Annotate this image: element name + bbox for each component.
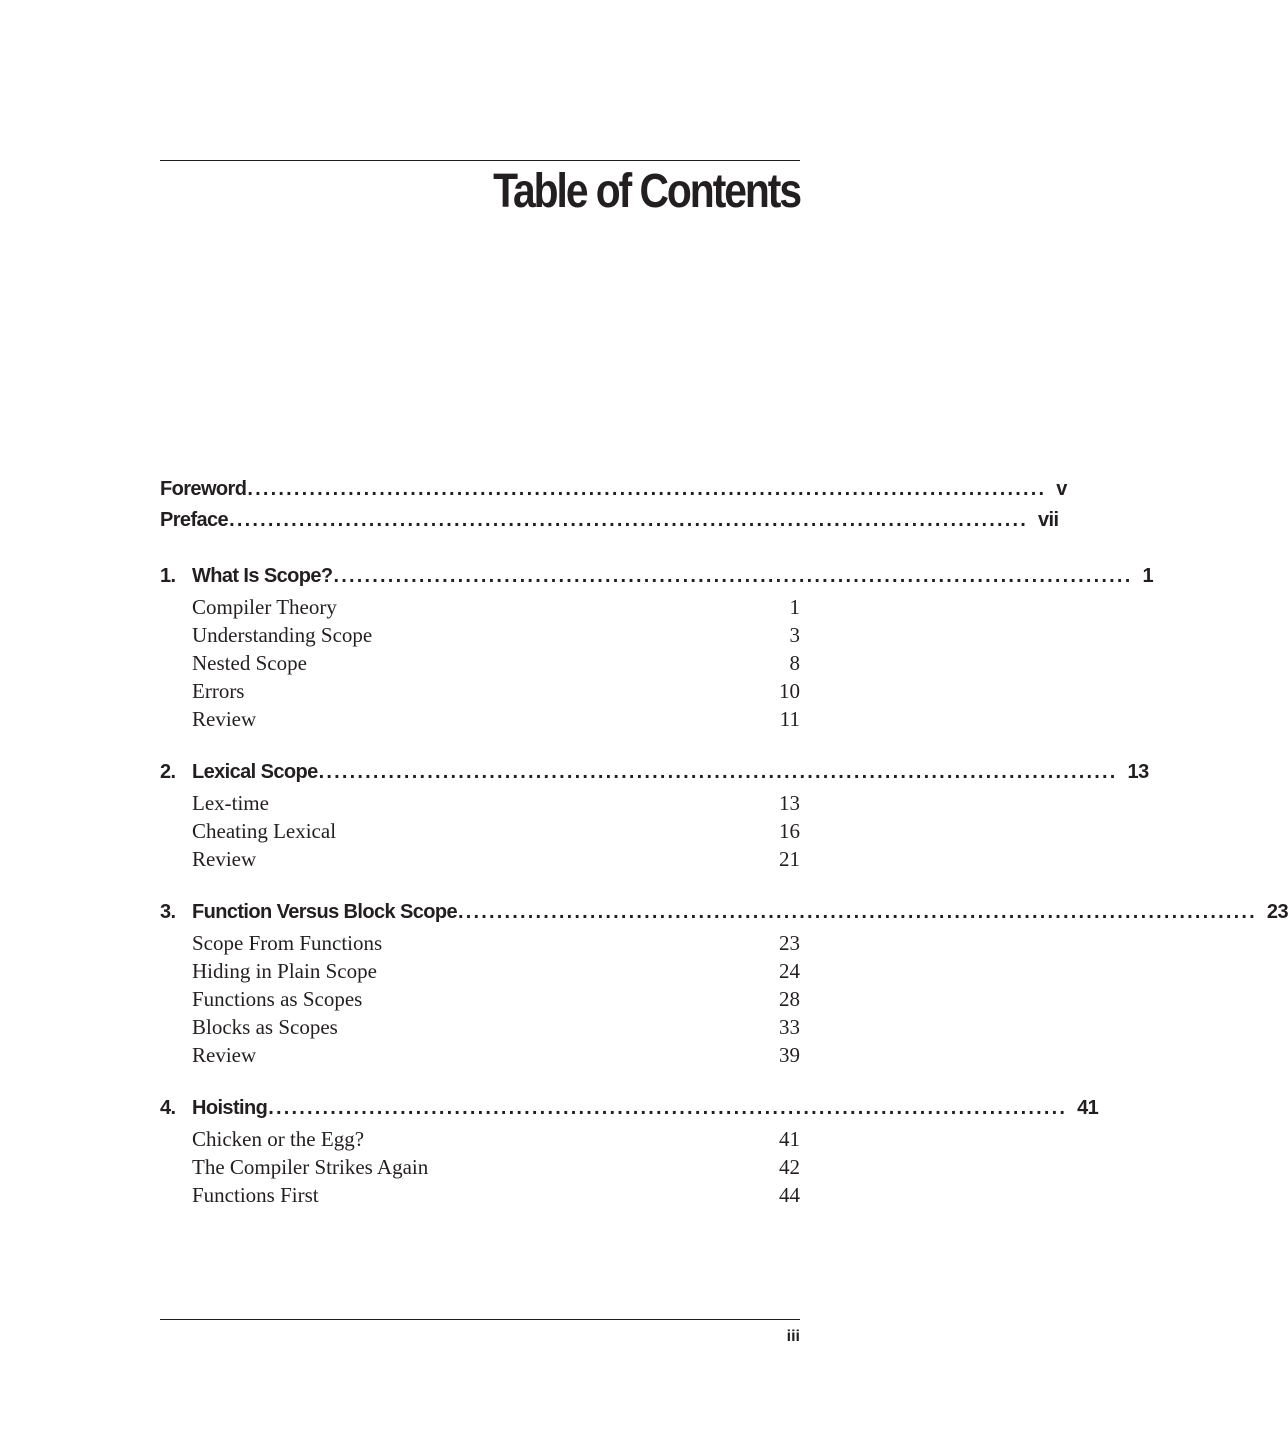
page-title: Table of Contents [493, 165, 800, 218]
dot-leader: ....................................................................................................... [229, 509, 1029, 531]
chapter-page-number: 13 [1127, 761, 1149, 783]
section-page-number: 42 [779, 1155, 800, 1179]
table-of-contents [160, 478, 1288, 1211]
section-page-number: 10 [779, 679, 800, 703]
toc-section[interactable] [160, 679, 800, 707]
section-page-number: 44 [779, 1183, 800, 1207]
footer-rule [160, 1319, 800, 1320]
chapter-page-number: 23 [1266, 901, 1288, 923]
section-title: Understanding Scope [192, 623, 373, 647]
section-page-number: 16 [779, 819, 800, 843]
section-title: Functions as Scopes [192, 987, 363, 1011]
entry-page-number: v [1056, 478, 1067, 500]
section-page-number: 33 [779, 1015, 800, 1039]
section-title: Lex-time [192, 791, 269, 815]
chapter-number: 3. [160, 901, 176, 923]
page-folio: iii [786, 1328, 800, 1345]
section-page-number: 41 [779, 1127, 800, 1151]
section-title: Scope From Functions [192, 931, 383, 955]
toc-chapter-4[interactable] [160, 1097, 1099, 1127]
toc-section[interactable] [160, 1155, 800, 1183]
toc-entry-foreword[interactable] [160, 478, 1067, 509]
toc-section[interactable] [160, 1043, 800, 1071]
section-title: Nested Scope [192, 651, 307, 675]
section-page-number: 23 [779, 931, 800, 955]
section-title: Review [192, 1043, 257, 1067]
chapter-page-number: 41 [1077, 1097, 1099, 1119]
section-page-number: 11 [779, 707, 800, 731]
entry-label: Preface [160, 509, 229, 531]
spacer [160, 540, 800, 565]
dot-leader: ....................................................................................................... [247, 478, 1047, 500]
chapter-number: 4. [160, 1097, 176, 1119]
section-page-number: 13 [779, 791, 800, 815]
toc-section[interactable] [160, 1183, 800, 1211]
title-rule [160, 160, 800, 161]
spacer [160, 735, 800, 761]
section-page-number: 8 [789, 651, 800, 675]
toc-section[interactable] [160, 931, 800, 959]
entry-page-number: vii [1038, 509, 1059, 531]
toc-chapter-2[interactable] [160, 761, 1149, 791]
chapter-title: Function Versus Block Scope [192, 901, 457, 923]
section-page-number: 1 [789, 595, 800, 619]
toc-section[interactable] [160, 819, 800, 847]
section-title: Errors [192, 679, 245, 703]
toc-section[interactable] [160, 847, 800, 875]
section-title: Chicken or the Egg? [192, 1127, 365, 1151]
toc-section[interactable] [160, 707, 800, 735]
section-title: Hiding in Plain Scope [192, 959, 377, 983]
section-title: Compiler Theory [192, 595, 337, 619]
section-title: Review [192, 707, 257, 731]
section-title: Review [192, 847, 257, 871]
chapter-number: 1. [160, 565, 176, 587]
section-page-number: 3 [789, 623, 800, 647]
toc-section[interactable] [160, 791, 800, 819]
toc-section[interactable] [160, 623, 800, 651]
section-title: The Compiler Strikes Again [192, 1155, 429, 1179]
chapter-title: Hoisting [192, 1097, 268, 1119]
toc-section[interactable] [160, 651, 800, 679]
chapter-title: What Is Scope? [192, 565, 333, 587]
section-title: Functions First [192, 1183, 319, 1207]
toc-chapter-3[interactable] [160, 901, 1288, 931]
toc-chapter-1[interactable] [160, 565, 1153, 595]
toc-entry-preface[interactable] [160, 509, 1059, 540]
spacer [160, 1071, 800, 1097]
dot-leader: ....................................................................................................... [457, 901, 1257, 923]
toc-section[interactable] [160, 1127, 800, 1155]
toc-section[interactable] [160, 1015, 800, 1043]
section-page-number: 39 [779, 1043, 800, 1067]
section-page-number: 24 [779, 959, 800, 983]
toc-section[interactable] [160, 987, 800, 1015]
spacer [160, 875, 800, 901]
dot-leader: ....................................................................................................... [333, 565, 1133, 587]
entry-label: Foreword [160, 478, 247, 500]
section-title: Blocks as Scopes [192, 1015, 338, 1039]
dot-leader: ....................................................................................................... [318, 761, 1118, 783]
chapter-page-number: 1 [1142, 565, 1153, 587]
section-page-number: 28 [779, 987, 800, 1011]
toc-section[interactable] [160, 595, 800, 623]
chapter-title: Lexical Scope [192, 761, 318, 783]
toc-section[interactable] [160, 959, 800, 987]
section-title: Cheating Lexical [192, 819, 337, 843]
section-page-number: 21 [779, 847, 800, 871]
dot-leader: ....................................................................................................... [268, 1097, 1068, 1119]
chapter-number: 2. [160, 761, 176, 783]
